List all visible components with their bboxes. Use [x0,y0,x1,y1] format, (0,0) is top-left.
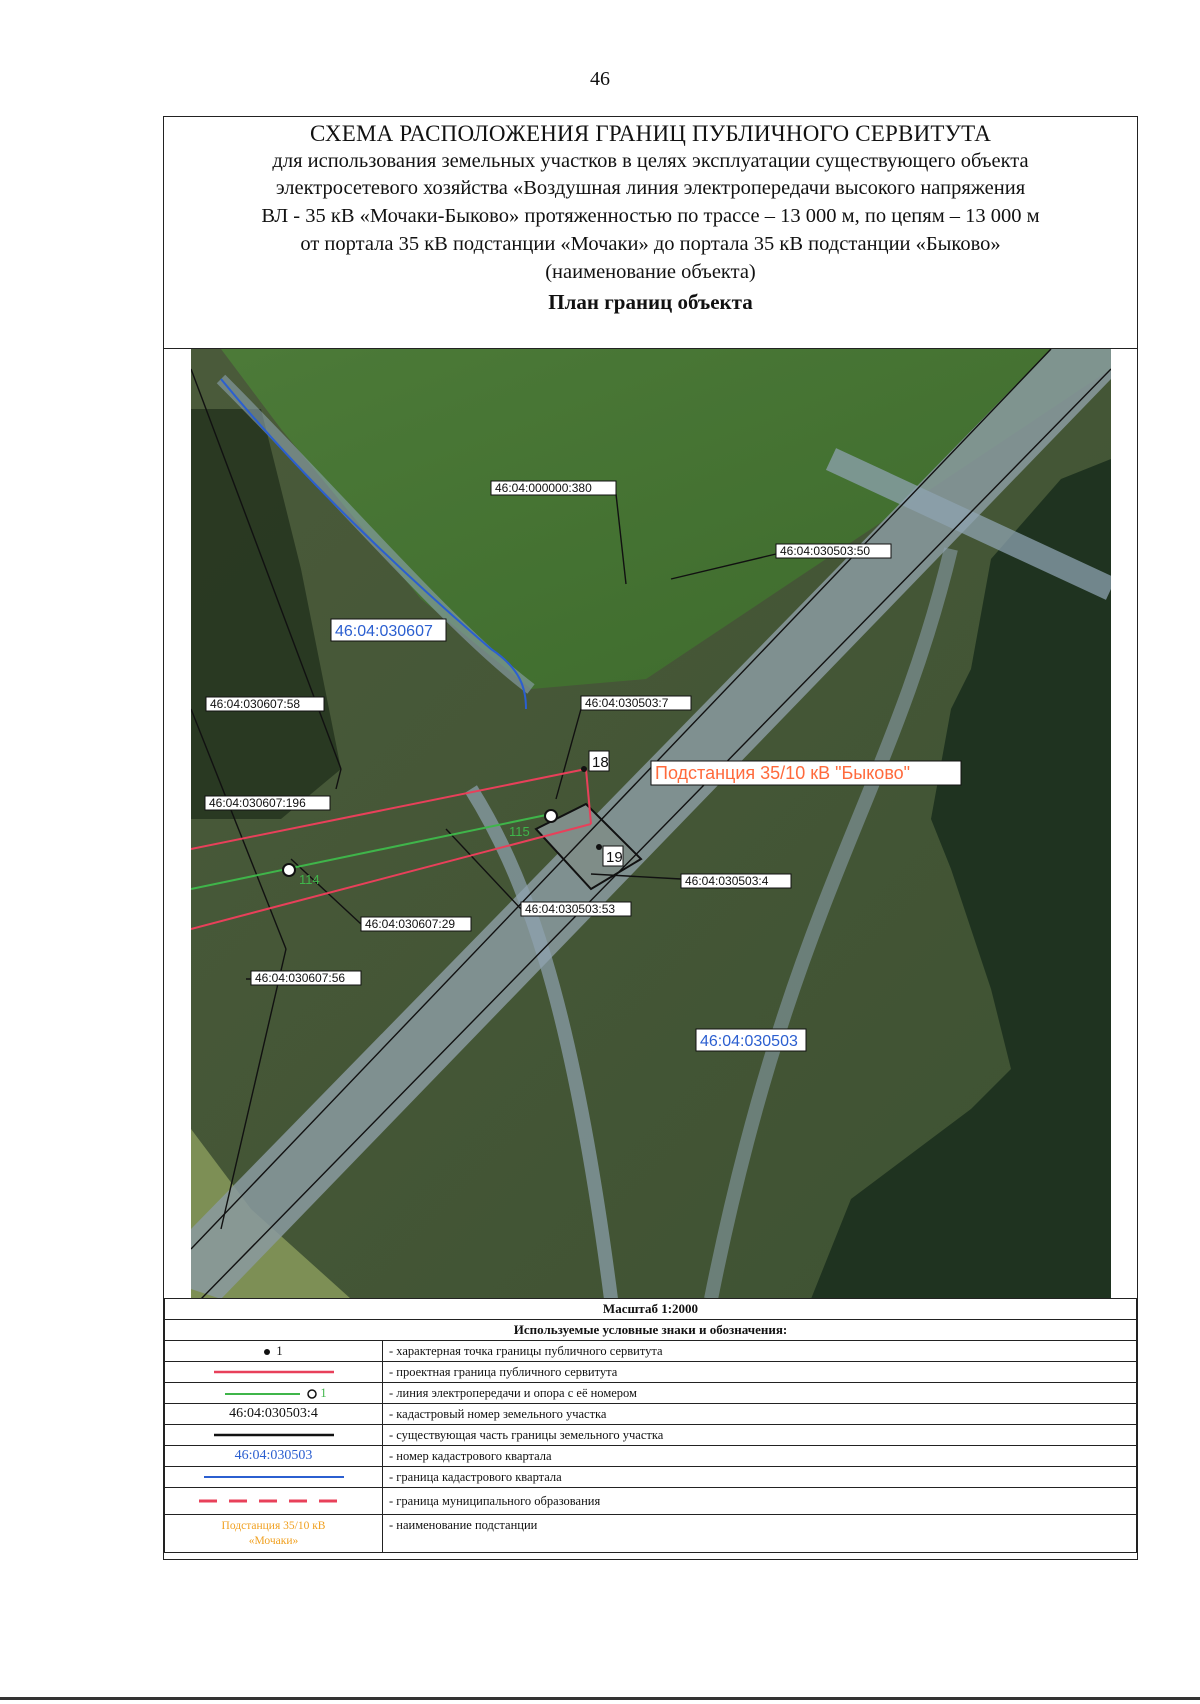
object-name-caption: (наименование объекта) [545,261,756,283]
servitude-line-symbol [165,1362,383,1383]
legend-row-substation [165,1515,1137,1553]
substation-sample-line-1: Подстанция 35/10 кВ [221,1519,326,1532]
map-svg [191,349,1111,1299]
point-19-label: 19 [606,849,623,866]
label-030503-7: 46:04:030503:7 [585,696,669,710]
power-line-symbol-num: 1 [320,1385,327,1400]
point-18-label: 18 [592,754,609,771]
legend-text-quarter-boundary: - граница кадастрового квартала [383,1467,1137,1488]
title-line-3: электросетевого хозяйства «Воздушная линия электропередачи высокого напряжения [275,177,1026,199]
substation-label: Подстанция 35/10 кВ "Быково" [655,763,911,783]
boundary-point-symbol-num: 1 [276,1343,283,1358]
legend-text-servitude: - проектная граница публичного сервитута [383,1362,1137,1383]
label-030503-50: 46:04:030503:50 [780,544,871,558]
quarter-label-030607: 46:04:030607 [335,623,433,640]
legend-block [164,1298,1137,1553]
legend-row-municipal-boundary [165,1488,1137,1515]
legend-row-boundary-point [165,1341,1137,1362]
substation-sample-line-2: «Мочаки» [248,1534,299,1547]
legend-row-servitude [165,1362,1137,1383]
title-line-5: от портала 35 кВ подстанции «Мочаки» до портала 35 кВ подстанции «Быково» [300,233,1001,255]
power-line-symbol [165,1383,383,1404]
legend-text-power-line: - линия электропередачи и опора с её номером [383,1383,1137,1404]
legend-table [164,1298,1137,1553]
scale-text: Масштаб 1:2000 [165,1299,1137,1320]
cadastral-number-sample: 46:04:030503:4 [165,1404,383,1425]
legend-text-cadastral-number: - кадастровый номер земельного участка [383,1404,1137,1425]
scan-edge [0,1697,1200,1700]
quarter-number-sample: 46:04:030503 [165,1446,383,1467]
title-block [164,117,1137,349]
municipal-boundary-symbol [165,1488,383,1515]
quarter-boundary-symbol [165,1467,383,1488]
label-030503-53: 46:04:030503:53 [525,902,616,916]
pole-115-label: 115 [509,824,530,839]
parcel-boundary-symbol [165,1425,383,1446]
satellite-map [191,349,1111,1299]
boundary-point-symbol [165,1341,383,1362]
legend-row-power-line [165,1383,1137,1404]
title-line-4: ВЛ - 35 кВ «Мочаки-Быково» протяженностью по трассе – 13 000 м, по цепям – 13 000 м [261,205,1040,227]
label-030607-58: 46:04:030607:58 [210,697,301,711]
label-030607-196: 46:04:030607:196 [209,796,306,810]
legend-text-substation: - наименование подстанции [383,1515,1137,1553]
label-030607-29: 46:04:030607:29 [365,917,456,931]
legend-row-cadastral-number [165,1404,1137,1425]
legend-text-municipal-boundary: - граница муниципального образования [383,1488,1137,1515]
legend-text-boundary-point: - характерная точка границы публичного сервитута [383,1341,1137,1362]
boundary-point-19 [596,844,602,850]
legend-row-parcel-boundary [165,1425,1137,1446]
label-000000-380: 46:04:000000:380 [495,481,592,495]
legend-row-quarter-boundary [165,1467,1137,1488]
quarter-label-030503: 46:04:030503 [700,1033,798,1050]
substation-name-sample [165,1515,383,1553]
legend-text-parcel-boundary: - существующая часть границы земельного участка [383,1425,1137,1446]
label-030503-4: 46:04:030503:4 [685,874,769,888]
legend-row-quarter-number [165,1446,1137,1467]
pole-115-marker [545,810,557,822]
pole-114-label: 114 [299,872,320,887]
title-line-2: для использования земельных участков в целях эксплуатации существующего объекта [272,150,1029,172]
legend-caption: Используемые условные знаки и обозначения: [165,1320,1137,1341]
legend-text-quarter-number: - номер кадастрового квартала [383,1446,1137,1467]
page-number: 46 [590,68,610,90]
plan-title: План границ объекта [548,290,753,314]
label-030607-56: 46:04:030607:56 [255,971,346,985]
title-line-1: СХЕМА РАСПОЛОЖЕНИЯ ГРАНИЦ ПУБЛИЧНОГО СЕРВИТУТА [309,121,992,146]
schema-frame [163,116,1138,1560]
pole-114-marker [283,864,295,876]
boundary-point-18 [581,766,587,772]
